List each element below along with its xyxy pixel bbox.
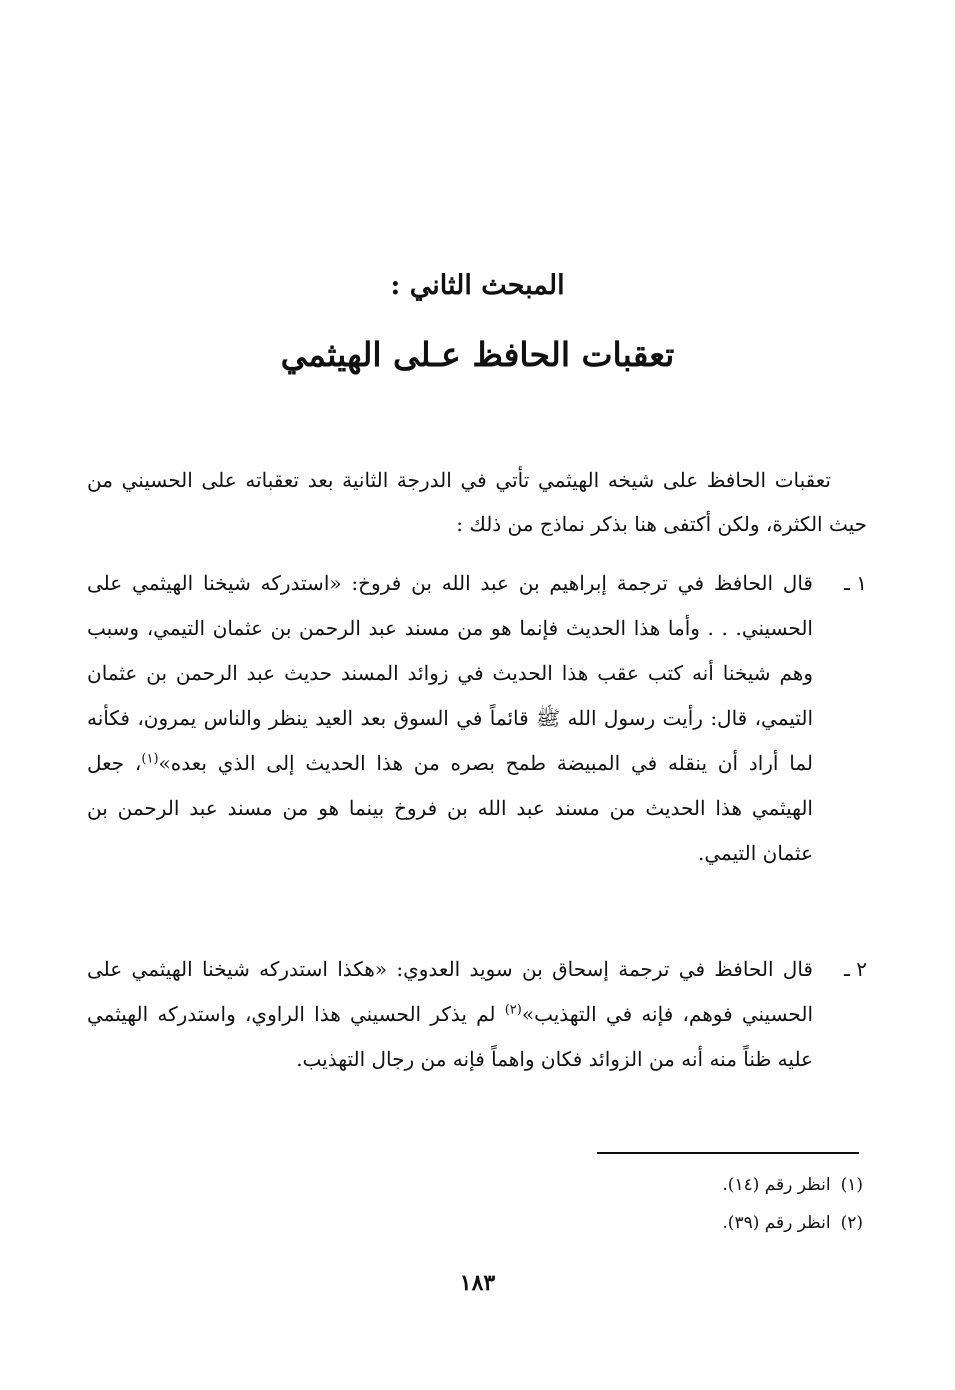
- footnote-number: (١): [840, 1175, 863, 1195]
- footnote-reference-2: (٢): [504, 1002, 522, 1018]
- footnote-2: [363, 1204, 863, 1242]
- list-item-1: [87, 561, 867, 876]
- list-item-2: [87, 947, 867, 1082]
- footnote-number: (٢): [840, 1213, 863, 1233]
- list-item-text-after-ref: ، جعل الهيثمي هذا الحديث من مسند عبد الله بن فروخ بينما هو من مسند عبد الرحمن بن عثمان التيمي.: [87, 751, 813, 865]
- footnote-text: انظر رقم (١٤).: [722, 1175, 831, 1195]
- list-item-text: [87, 947, 813, 1082]
- list-item-number: ١ ـ: [844, 571, 867, 595]
- list-item-number: ٢ ـ: [844, 957, 867, 981]
- section-label: المبحث الثاني :: [390, 270, 565, 301]
- footnote-text: انظر رقم (٣٩).: [722, 1213, 831, 1233]
- list-item-text-before-ref: قال الحافظ في ترجمة إبراهيم بن عبد الله بن فروخ: «استدركه شيخنا الهيثمي على الحسيني. . . وأما هذا الحديث فإنما هو من مسند عبد الرحمن بن عثمان التيمي، وسبب وهم شيخنا أنه كتب عقب هذا الحديث في زوائد المسند حديث عبد الرحمن بن عثمان التيمي، قال: رأيت رسول الله ﷺ قائماً في السوق بعد العيد ينظر والناس يمرون، فكأنه لما أراد أن ينقله في المبيضة طمح بصره من هذا الحديث إلى الذي بعده»: [87, 571, 813, 775]
- section-title: تعقبات الحافظ عـلى الهيثمي: [280, 335, 675, 374]
- list-item-text: [87, 561, 813, 876]
- footnote-divider: [597, 1152, 859, 1154]
- list-item-text-after-ref: لم يذكر الحسيني هذا الراوي، واستدركه الهيثمي عليه ظناً منه أنه من الزوائد فكان واهماً فإنه من رجال التهذيب.: [87, 1002, 813, 1071]
- footnotes: [363, 1166, 863, 1242]
- footnote-1: [363, 1166, 863, 1204]
- page-number: ١٨٣: [459, 1270, 496, 1296]
- intro-paragraph: تعقبات الحافظ على شيخه الهيثمي تأتي في الدرجة الثانية بعد تعقباته على الحسيني من حيث الكثرة، ولكن أكتفى هنا بذكر نماذج من ذلك :: [87, 468, 867, 536]
- list-item-text-before-ref: قال الحافظ في ترجمة إسحاق بن سويد العدوي: «هكذا استدركه شيخنا الهيثمي على الحسيني فوهم، فإنه في التهذيب»: [87, 957, 813, 1026]
- footnote-reference-1: (١): [141, 751, 159, 767]
